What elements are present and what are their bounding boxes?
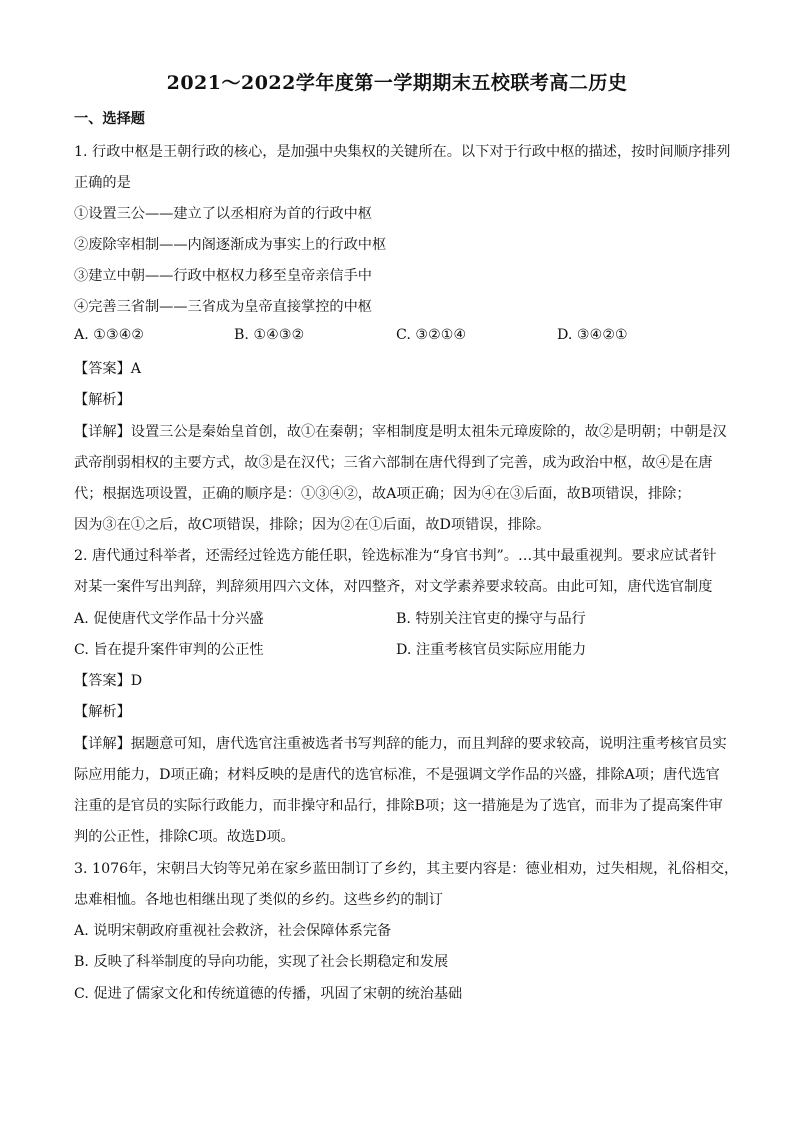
q3-option-a: A. 说明宋朝政府重视社会救济，社会保障体系完备 xyxy=(74,923,392,939)
q3-option-b: B. 反映了科举制度的导向功能，实现了社会长期稳定和发展 xyxy=(74,954,449,970)
q2-analysis-label: 【解析】 xyxy=(74,704,131,720)
q1-item: ③建立中朝——行政中枢权力移至皇帝亲信手中 xyxy=(74,268,372,284)
q2-option-d: D. 注重考核官员实际应用能力 xyxy=(396,642,587,658)
q1-item: ④完善三省制——三省成为皇帝直接掌控的中枢 xyxy=(74,299,372,315)
q2-stem-line: 2. 唐代通过科举者，还需经过铨选方能任职，铨选标准为“身官书判”。…其中最重视判。要求应试者针 xyxy=(74,548,717,564)
q1-item: ②废除宰相制——内阁逐渐成为事实上的行政中枢 xyxy=(74,237,387,253)
q2-detail-line: 际应用能力，D项正确；材料反映的是唐代的选官标准，不是强调文学作品的兴盛，排除A项；唐代选官 xyxy=(74,767,720,783)
q2-option-a: A. 促使唐代文学作品十分兴盛 xyxy=(74,611,264,627)
q1-item: ①设置三公——建立了以丞相府为首的行政中枢 xyxy=(74,206,372,222)
q2-detail-line: 判的公正性，排除C项。故选D项。 xyxy=(74,829,295,845)
q2-option-b: B. 特别关注官吏的操守与品行 xyxy=(396,611,586,627)
q1-analysis-label: 【解析】 xyxy=(74,392,131,408)
q1-detail-line: 武帝削弱相权的主要方式，故③是在汉代；三省六部制在唐代得到了完善，成为政治中枢，故④是在唐 xyxy=(74,455,713,471)
q1-detail-line: 代；根据选项设置，正确的顺序是：①③④②，故A项正确；因为④在③后面，故B项错误，排除； xyxy=(74,486,691,502)
q3-option-c: C. 促进了儒家文化和传统道德的传播，巩固了宋朝的统治基础 xyxy=(74,986,463,1002)
q1-stem-line: 1. 行政中枢是王朝行政的核心，是加强中央集权的关键所在。以下对于行政中枢的描述，按时间顺序排列 xyxy=(74,144,731,160)
q1-stem-line: 正确的是 xyxy=(74,175,131,191)
q2-option-c: C. 旨在提升案件审判的公正性 xyxy=(74,642,264,658)
document-title: 2021～2022学年度第一学期期末五校联考高二历史 xyxy=(166,72,628,94)
q1-option-a: A. ①③④② xyxy=(74,327,145,343)
section-heading: 一、选择题 xyxy=(74,111,145,127)
q2-answer: 【答案】D xyxy=(74,673,143,689)
q1-detail-line: 【详解】设置三公是秦始皇首创，故①在秦朝；宰相制度是明太祖朱元璋废除的，故②是明朝；中朝是汉 xyxy=(74,424,727,440)
q1-option-d: D. ③④②① xyxy=(557,327,628,343)
q1-detail-line: 因为③在①之后，故C项错误，排除；因为②在①后面，故D项错误，排除。 xyxy=(74,517,551,533)
q3-stem-line: 3. 1076年，宋朝吕大钧等兄弟在家乡蓝田制订了乡约，其主要内容是：德业相劝，过失相规，礼俗相交， xyxy=(74,861,739,877)
q1-option-c: C. ③②①④ xyxy=(396,327,467,343)
q1-answer: 【答案】A xyxy=(74,361,141,377)
q2-stem-line: 对某一案件写出判辞，判辞须用四六文体，对四整齐，对文学素养要求较高。由此可知，唐代选官制度 xyxy=(74,579,713,595)
q2-detail-line: 【详解】据题意可知，唐代选官注重被选者书写判辞的能力，而且判辞的要求较高，说明注重考核官员实 xyxy=(74,736,727,752)
q1-option-b: B. ①④③② xyxy=(234,327,305,343)
q3-stem-line: 忠难相恤。各地也相继出现了类似的乡约。这些乡约的制订 xyxy=(74,892,443,908)
q2-detail-line: 注重的是官员的实际行政能力，而非操守和品行，排除B项；这一措施是为了选官，而非为了提高案件审 xyxy=(74,798,723,814)
